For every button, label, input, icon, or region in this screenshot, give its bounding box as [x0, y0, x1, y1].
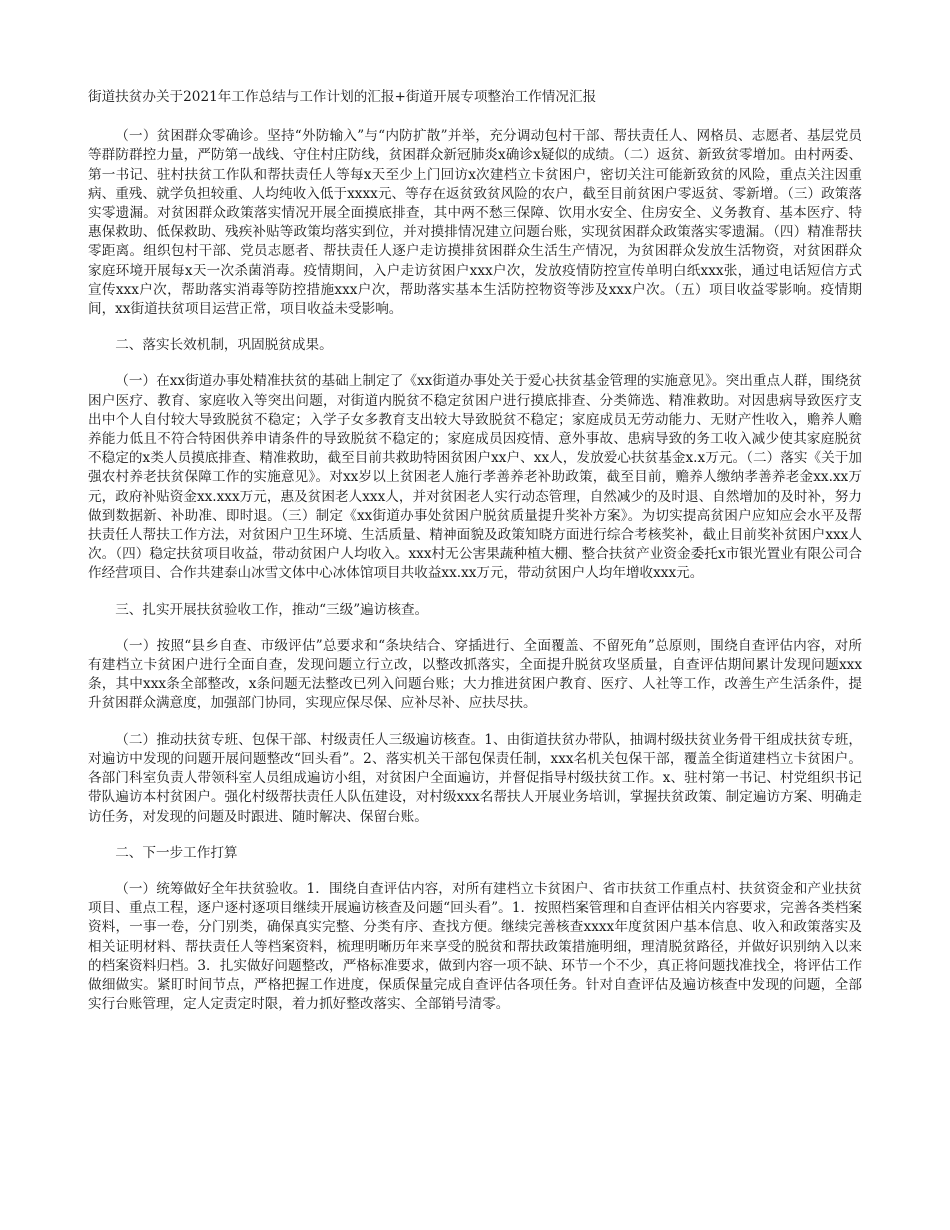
paragraph-long-term-mechanism: （一）在xx街道办事处精准扶贫的基础上制定了《xx街道办事处关于爱心扶贫基金管理的实施意见》。突出重点人群，围绕贫困户医疗、教育、家庭收入等突出问题，对街道内脱贫不稳定贫困户进行摸底排查、分类筛选、精准救助。对因患病导致医疗支出中个人自付较大导致脱贫不稳定；入学子女多教育支出较大导致脱贫不稳定；家庭成员无劳动能力、无财产性收入，赡养人赡养能力低且不符合特困供养申请条件的导致脱贫不稳定的；家庭成员因疫情、意外事故、患病导致的务工收入减少使其家庭脱贫不稳定的x类人员摸底排查、精准救助，截至目前共救助特困贫困户xx户、xx人，发放爱心扶贫基金x.x万元。（二）落实《关于加强农村养老扶贫保障工作的实施意见》。对xx岁以上贫困老人施行孝善养老补助政策，截至目前，赡养人缴纳孝善养老金xx.xx万元，政府补贴资金xx.xxx万元，惠及贫困老人xxx人，并对贫困老人实行动态管理，自然减少的及时退、自然增加的及时补，努力做到数据新、补助准、即时退。（三）制定《xx街道办事处贫困户脱贫质量提升奖补方案》。为切实提高贫困户应知应会水平及帮扶责任人帮扶工作方法，对贫困户卫生环境、生活质量、精神面貌及政策知晓方面进行综合考核奖补，截止目前奖补贫困户xxx人次。（四）稳定扶贫项目收益，带动贫困户人均收入。xxx村无公害果蔬种植大棚、整合扶贫产业资金委托x市银光置业有限公司合作经营项目、合作共建泰山冰雪文体中心冰体馆项目共收益xx.xx万元，带动贫困户人均年增收xxx元。: [88, 373, 862, 582]
paragraph-pandemic-measures: （一）贫困群众零确诊。坚持“外防输入”与“内防扩散”并举，充分调动包村干部、帮扶责任人、网格员、志愿者、基层党员等群防群控力量，严防第一战线、守住村庄防线，贫困群众新冠肺炎x确诊x疑似的成绩。（二）返贫、新致贫零增加。由村两委、第一书记、驻村扶贫工作队和帮扶责任人等每x天至少上门回访x次建档立卡贫困户，密切关注可能新致贫的风险，重点关注因重病、重残、就学负担较重、人均纯收入低于xxxx元、等存在返贫致贫风险的农户，截至目前贫困户零返贫、零新增。（三）政策落实零遗漏。对贫困群众政策落实情况开展全面摸底排查，其中两不愁三保障、饮用水安全、住房安全、义务教育、基本医疗、特惠保救助、低保救助、残疾补贴等政策均落实到位，并对摸排情况建立问题台账，实现贫困群众政策落实零遗漏。（四）精准帮扶零距离。组织包村干部、党员志愿者、帮扶责任人逐户走访摸排贫困群众生活生产情况，为贫困群众发放生活物资，对贫困群众家庭环境开展每x天一次杀菌消毒。疫情期间，入户走访贫困户xxx户次，发放疫情防控宣传单明白纸xxx张，通过电话短信方式宣传xxx户次，帮助落实消毒等防控措施xxx户次，帮助落实基本生活防控物资等涉及xxx户次。（五）项目收益零影响。疫情期间，xx街道扶贫项目运营正常，项目收益未受影响。: [88, 128, 862, 318]
paragraph-next-steps: （一）统筹做好全年扶贫验收。1．围绕自查评估内容，对所有建档立卡贫困户、省市扶贫工作重点村、扶贫资金和产业扶贫项目、重点工程，逐户逐村逐项目继续开展遍访核查及问题“回头看”。1．按照档案管理和自查评估相关内容要求，完善各类档案资料，一事一卷，分门别类，确保真实完整、分类有序、查找方便。继续完善核查xxxx年度贫困户基本信息、收入和政策落实及相关证明材料、帮扶责任人等档案资料，梳理明晰历年来享受的脱贫和帮扶政策措施明细，理清脱贫路径，并做好识别纳入以来的档案资料归档。3．扎实做好问题整改，严格标准要求，做到内容一项不缺、环节一个不少，真正将问题找准找全，将评估工作做细做实。紧盯时间节点，严格把握工作进度，保质保量完成自查评估各项任务。针对自查评估及遍访核查中发现的问题，全部实行台账管理，定人定责定时限，着力抓好整改落实、全部销号清零。: [88, 880, 862, 1013]
section-heading-long-term-mechanism: 二、落实长效机制，巩固脱贫成果。: [115, 337, 333, 354]
section-heading-next-steps: 二、下一步工作打算: [115, 844, 238, 861]
paragraph-three-level-visits: （二）推动扶贫专班、包保干部、村级责任人三级遍访核查。1、由街道扶贫办带队，抽调村级扶贫业务骨干组成扶贫专班，对遍访中发现的问题开展问题整改“回头看”。2、落实机关干部包保责任制，xxx名机关包保干部，覆盖全街道建档立卡贫困户。各部门科室负责人带领科室人员组成遍访小组，对贫困户全面遍访，并督促指导村级扶贫工作。x、驻村第一书记、村党组织书记带队遍访本村贫困户。强化村级帮扶责任人队伍建设，对村级xxx名帮扶人开展业务培训，掌握扶贫政策、制定遍访方案、明确走访任务，对发现的问题及时跟进、随时解决、保留台账。: [88, 731, 862, 825]
document-title: 街道扶贫办关于2021年工作总结与工作计划的汇报+街道开展专项整治工作情况汇报: [88, 89, 597, 105]
section-heading-acceptance-work: 三、扎实开展扶贫验收工作，推动“三级”遍访核查。: [115, 601, 429, 618]
paragraph-self-inspection: （一）按照“县乡自查、市级评估”总要求和“条块结合、穿插进行、全面覆盖、不留死角”总原则，围绕自查评估内容，对所有建档立卡贫困户进行全面自查，发现问题立行立改，以整改抓落实，全面提升脱贫攻坚质量，自查评估期间累计发现问题xxx条，其中xxx条全部整改，x条问题无法整改已列入问题台账；大力推进贫困户教育、医疗、人社等工作，改善生产生活条件，提升贫困群众满意度，加强部门协同，实现应保尽保、应补尽补、应扶尽扶。: [88, 637, 862, 712]
